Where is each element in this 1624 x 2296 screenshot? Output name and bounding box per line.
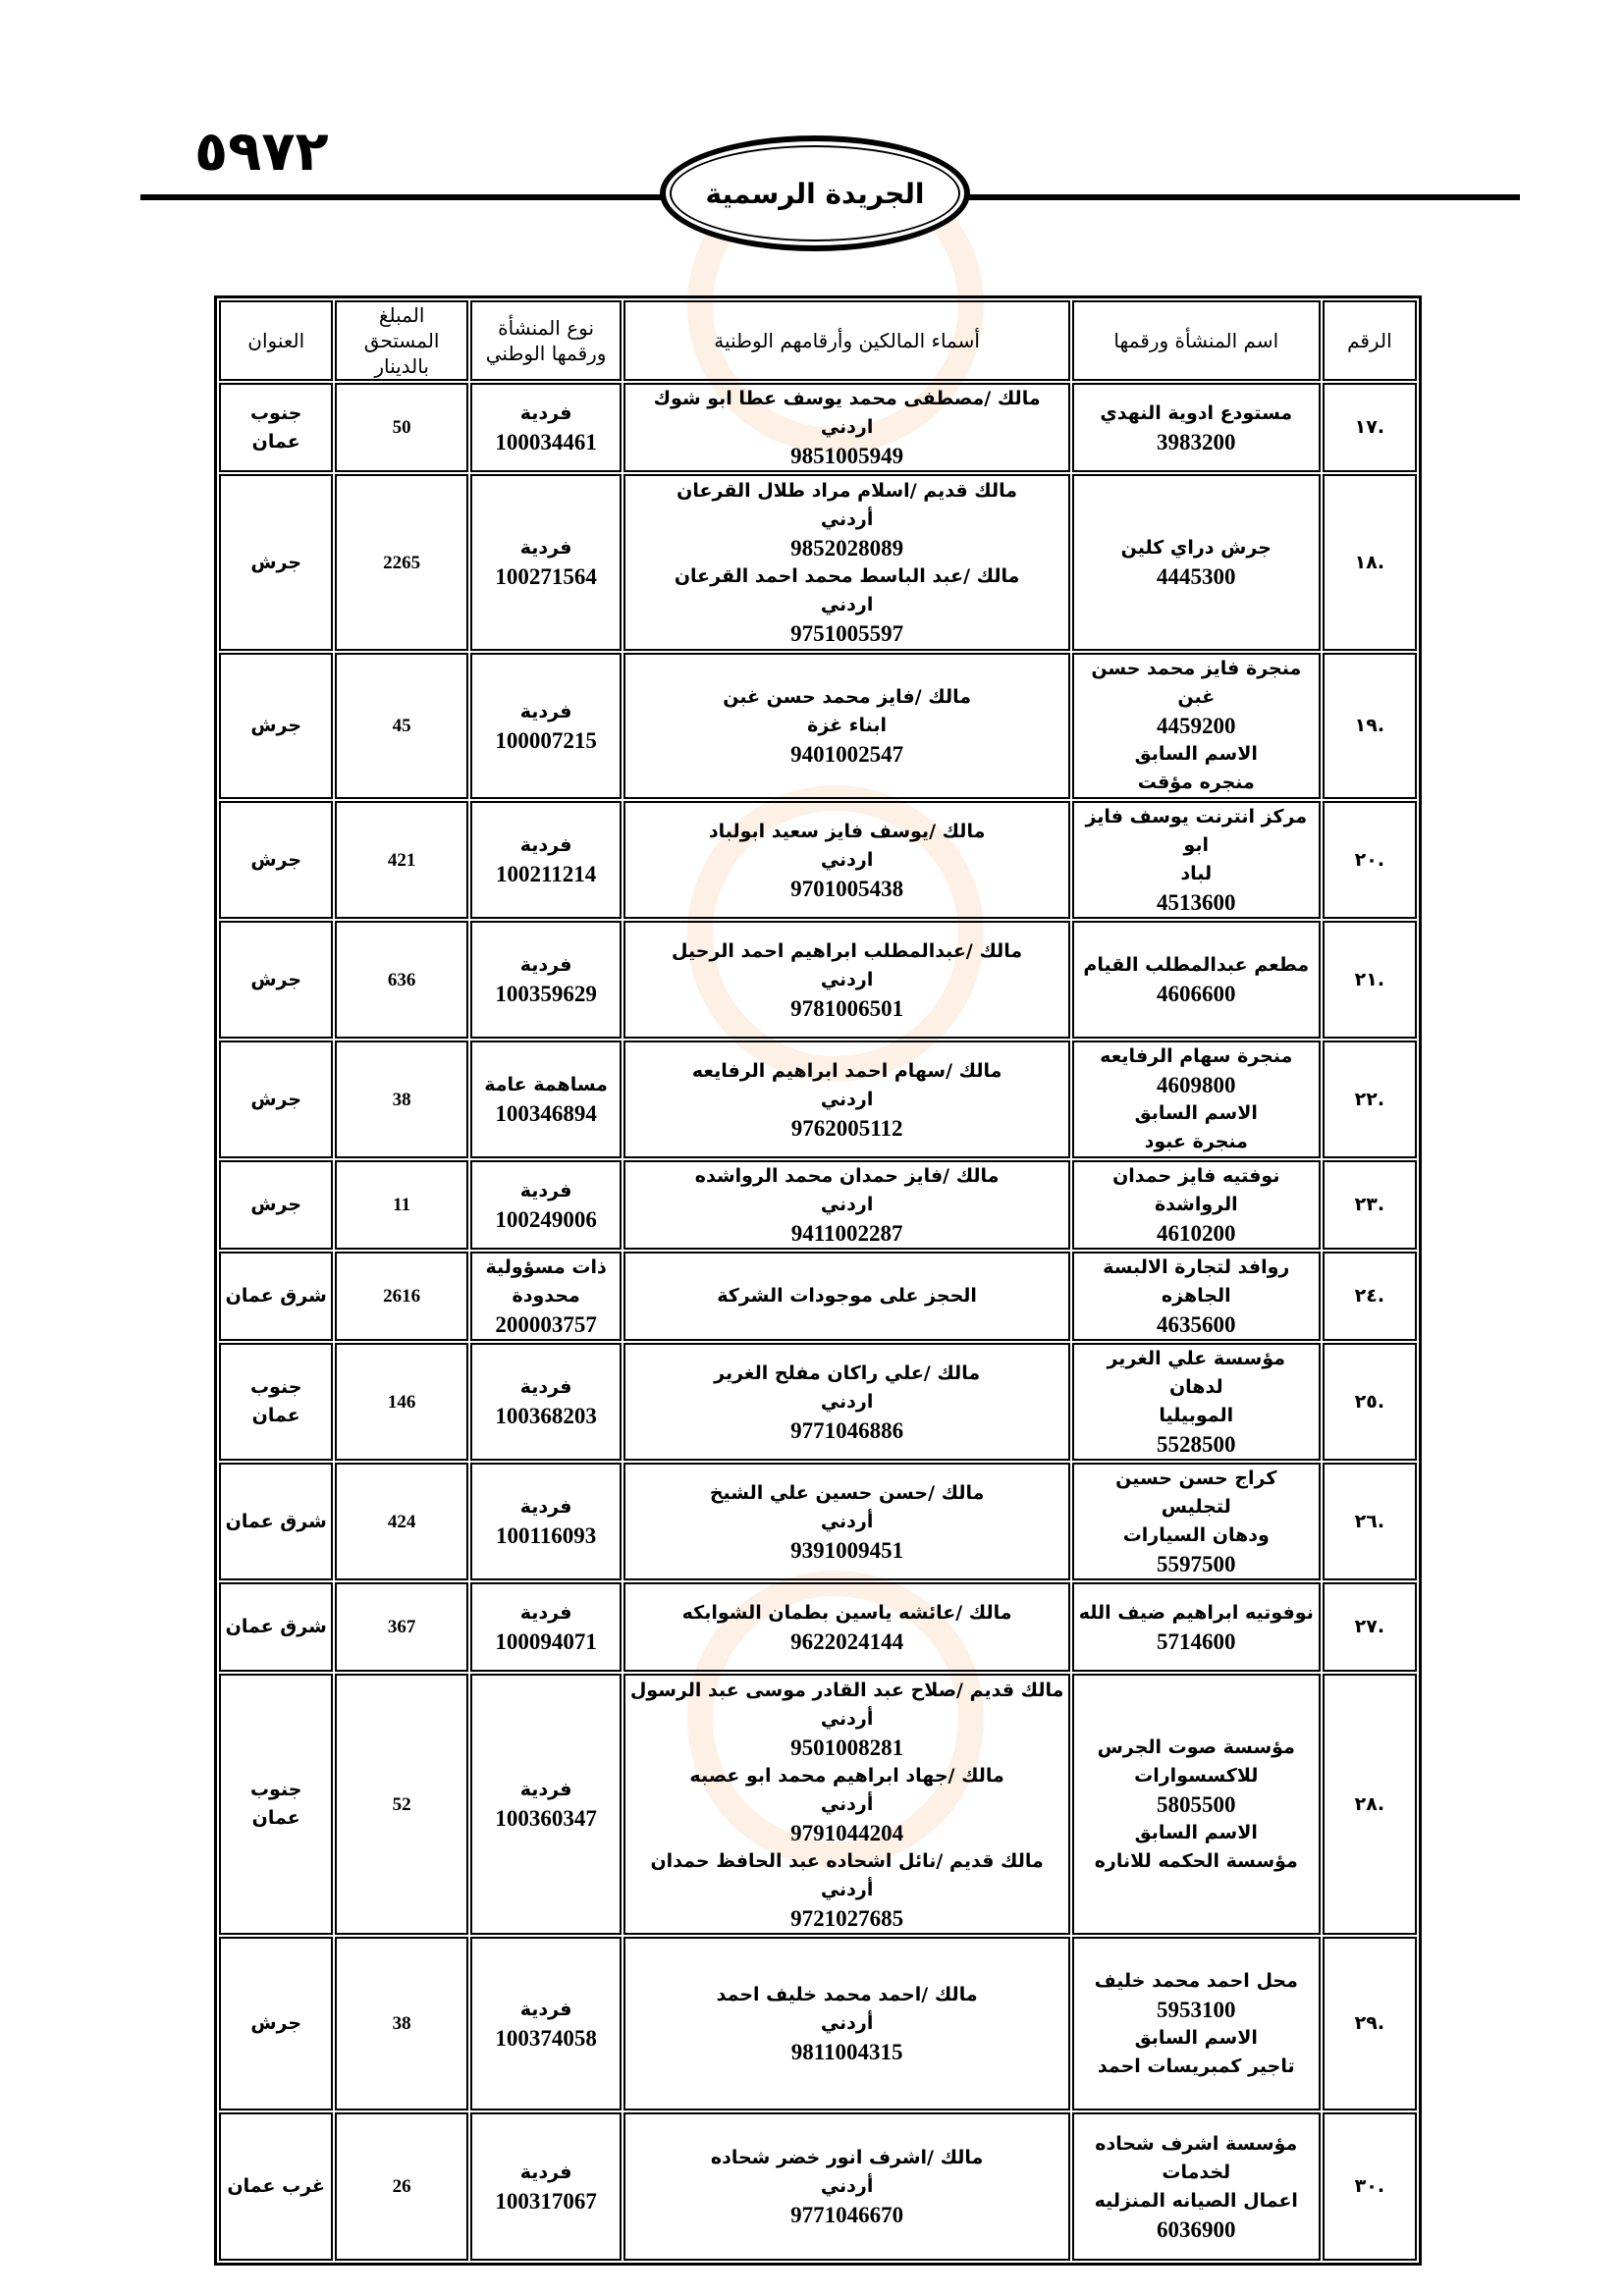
owner-line: أردني (820, 2175, 874, 2197)
establishment-line: 4459200 (1157, 714, 1236, 738)
type-line: 100368203 (495, 1404, 597, 1428)
owners-cell (623, 1252, 1070, 1341)
table-row (219, 1674, 1417, 1935)
table-row (219, 921, 1417, 1039)
type-line: 100374058 (495, 2025, 597, 2051)
establishment-line: 5953100 (1157, 1997, 1236, 2022)
owner-line: أردني (820, 508, 874, 530)
type-line: 100211214 (495, 862, 597, 886)
type-line: فردية (519, 1601, 572, 1624)
type-line: فردية (519, 2161, 572, 2183)
establishment-line: محل احمد محمد خليف (1094, 1969, 1298, 1992)
amount-cell: 52 (335, 1674, 467, 1935)
owners-cell (623, 383, 1070, 472)
row-number: .١٧ (1323, 383, 1417, 472)
owner-line: اردني (820, 594, 874, 615)
type-line: 100346894 (495, 1101, 597, 1126)
establishment-line: 4445300 (1157, 564, 1236, 589)
owner-line: اردني (820, 1390, 874, 1413)
type-line: ذات مسؤولية (485, 1256, 607, 1278)
establishment-line: مستودع ادوية النهدي (1100, 401, 1293, 424)
type-cell (470, 1160, 623, 1250)
type-line: فردية (519, 1376, 572, 1398)
establishment-line: 4513600 (1157, 890, 1236, 915)
establishment-line: 5597500 (1157, 1552, 1236, 1576)
address-cell: جرش (219, 653, 333, 799)
owner-line: 9771046670 (790, 2203, 904, 2227)
table-row (219, 2112, 1417, 2261)
type-line: 200003757 (495, 1312, 597, 1337)
address-cell: شرق عمان (219, 1252, 333, 1341)
owners-cell (623, 2112, 1070, 2261)
establishment-line: الاسم السابق (1134, 2026, 1258, 2049)
row-number: .١٩ (1323, 653, 1417, 799)
establishment-line: منجرة سهام الرفايعه (1100, 1045, 1293, 1067)
type-line: 100271564 (495, 564, 597, 589)
establishment-line: مؤسسة الحكمه للاناره (1094, 1849, 1298, 1872)
type-line: فردية (519, 834, 572, 856)
type-cell (470, 2112, 623, 2261)
amount-cell: 50 (335, 383, 467, 472)
table-row (219, 1582, 1417, 1672)
owners-cell (623, 1041, 1070, 1158)
owner-line: 9852028089 (790, 536, 904, 561)
row-number: .٢١ (1323, 921, 1417, 1039)
establishment-cell (1072, 383, 1321, 472)
establishment-line: منجرة عبود (1144, 1131, 1248, 1152)
type-line: 100317067 (495, 2188, 597, 2214)
establishment-cell (1072, 1937, 1321, 2110)
type-line: فردية (519, 954, 572, 976)
owner-line: اردني (820, 1088, 874, 1110)
owner-line: مالك /عبدالمطلب ابراهيم احمد الرحيل (672, 939, 1023, 962)
owners-cell (623, 1343, 1070, 1461)
owner-line: اردني (820, 968, 874, 990)
establishment-line: 5714600 (1157, 1629, 1236, 1654)
type-line: فردية (519, 700, 572, 722)
owner-line: أردني (820, 2012, 874, 2034)
establishment-line: مؤسسة صوت الجرس (1097, 1735, 1295, 1758)
owners-cell (623, 921, 1070, 1039)
owner-line: مالك /حسن حسين علي الشيخ (709, 1481, 985, 1504)
owners-cell (623, 1937, 1070, 2110)
establishment-line: نوفتيه فايز حمدان الرواشدة (1112, 1165, 1280, 1215)
establishment-line: منجرة فايز محمد حسن غبن (1091, 658, 1302, 708)
establishment-cell (1072, 1674, 1321, 1935)
address-cell: جرش (219, 1937, 333, 2110)
amount-cell: 2265 (335, 474, 467, 651)
owner-line: أردني (820, 1792, 874, 1815)
establishment-cell (1072, 801, 1321, 919)
amount-cell: 26 (335, 2112, 467, 2261)
owner-line: 9701005438 (790, 876, 904, 901)
establishment-line: نوفوتيه ابراهيم ضيف الله (1078, 1601, 1314, 1624)
type-line: فردية (519, 401, 572, 424)
row-number: .٢٢ (1323, 1041, 1417, 1158)
owner-line: اردني (820, 1194, 874, 1215)
establishment-line: كراج حسن حسين لتجليس (1115, 1468, 1277, 1518)
owner-line: مالك /سهام احمد ابراهيم الرفايعه (691, 1059, 1002, 1082)
type-line: 100094071 (495, 1629, 597, 1654)
table-row (219, 1160, 1417, 1250)
owner-line: ابناء غزة (807, 715, 888, 736)
owner-line: 9401002547 (790, 742, 904, 767)
row-number: .٢٦ (1323, 1463, 1417, 1580)
establishment-cell (1072, 2112, 1321, 2261)
owner-line: 9391009451 (790, 1537, 904, 1563)
owner-line: مالك /اشرف انور خضر شحاده (710, 2147, 984, 2168)
type-line: 100007215 (495, 727, 597, 753)
table-body (219, 383, 1417, 2261)
amount-cell: 636 (335, 921, 467, 1039)
establishment-line: 4609800 (1157, 1073, 1236, 1097)
establishments-table (214, 295, 1422, 2266)
establishment-line: مؤسسة اشرف شحاده لخدمات (1095, 2132, 1298, 2183)
owners-cell (623, 474, 1070, 651)
owner-line: مالك /علي راكان مفلح الغرير (714, 1362, 981, 1384)
address-cell: شرق عمان (219, 1582, 333, 1672)
establishment-line: 4635600 (1157, 1312, 1236, 1337)
type-line: فردية (519, 1998, 572, 2020)
owner-line: أردني (820, 1707, 874, 1730)
owner-line: 9622024144 (790, 1629, 904, 1654)
owners-cell (623, 653, 1070, 799)
type-cell (470, 1041, 623, 1158)
owner-line: 9781006501 (790, 995, 904, 1021)
type-cell (470, 1582, 623, 1672)
row-number: .٢٤ (1323, 1252, 1417, 1341)
owner-line: 9791044204 (790, 1820, 904, 1845)
establishment-line: تاجير كمبريسات احمد (1097, 2055, 1295, 2077)
table-row (219, 1937, 1417, 2110)
establishment-cell (1072, 1463, 1321, 1580)
establishment-line: ودهان السيارات (1122, 1524, 1270, 1546)
establishment-line: جرش دراي كلين (1120, 537, 1272, 559)
establishment-line: 5805500 (1157, 1791, 1236, 1817)
type-cell (470, 1674, 623, 1935)
owner-line: الحجز على موجودات الشركة (717, 1285, 977, 1307)
amount-cell: 424 (335, 1463, 467, 1580)
establishment-line: الموبيليا (1159, 1405, 1234, 1426)
type-cell (470, 1463, 623, 1580)
col-header-amount: المبلغ المستحق بالدينار (335, 300, 467, 381)
amount-cell: 421 (335, 801, 467, 919)
owner-line: مالك /مصطفى محمد يوسف عطا ابو شوك (653, 388, 1041, 409)
row-number: .٢٠ (1323, 801, 1417, 919)
type-cell (470, 1343, 623, 1461)
establishment-cell (1072, 1343, 1321, 1461)
establishment-line: 4606600 (1157, 982, 1236, 1006)
owner-line: 9501008281 (790, 1735, 904, 1760)
type-cell (470, 653, 623, 799)
col-header-address: العنوان (219, 300, 333, 381)
establishment-line: مطعم عبدالمطلب القيام (1083, 954, 1310, 976)
establishment-cell (1072, 1252, 1321, 1341)
type-cell (470, 474, 623, 651)
table-row (219, 653, 1417, 799)
amount-cell: 45 (335, 653, 467, 799)
type-line: 100034461 (495, 429, 597, 454)
table-row (219, 474, 1417, 651)
establishment-cell (1072, 474, 1321, 651)
establishment-line: الاسم السابق (1134, 1102, 1258, 1124)
establishment-line: مؤسسة علي الغرير لدهان (1107, 1348, 1286, 1398)
establishment-line: روافد لتجارة الالبسة الجاهزه (1103, 1256, 1290, 1307)
table-row (219, 801, 1417, 919)
establishment-line: 5528500 (1157, 1432, 1236, 1457)
establishment-line: منجره مؤقت (1137, 772, 1255, 793)
address-cell: جرش (219, 801, 333, 919)
owner-line: مالك قديم /صلاح عبد القادر موسى عبد الرسول (629, 1679, 1064, 1701)
type-line: فردية (519, 1496, 572, 1518)
row-number: .٢٧ (1323, 1582, 1417, 1672)
type-line: 100359629 (495, 982, 597, 1006)
table-header-row (219, 300, 1417, 381)
establishment-cell (1072, 1160, 1321, 1250)
owner-line: مالك /عائشه ياسين بطمان الشوابكه (681, 1601, 1012, 1624)
page-number: ٥٩٧٢ (194, 120, 329, 184)
row-number: .٢٥ (1323, 1343, 1417, 1461)
owner-line: مالك قديم /اسلام مراد طلال القرعان (677, 480, 1018, 502)
col-header-type: نوع المنشأة ورقمها الوطني (470, 300, 623, 381)
amount-cell: 2616 (335, 1252, 467, 1341)
address-cell: جرش (219, 921, 333, 1039)
type-line: محدودة (512, 1285, 580, 1307)
table-row (219, 1252, 1417, 1341)
establishment-cell (1072, 653, 1321, 799)
col-header-owners: أسماء المالكين وأرقامهم الوطنية (623, 300, 1070, 381)
amount-cell: 38 (335, 1041, 467, 1158)
amount-cell: 146 (335, 1343, 467, 1461)
table-row (219, 1041, 1417, 1158)
table-row (219, 1343, 1417, 1461)
establishment-line: للاكسسوارات (1134, 1764, 1259, 1787)
type-cell (470, 1937, 623, 2110)
table-row (219, 383, 1417, 472)
owner-line: 9411002287 (790, 1221, 903, 1246)
gazette-title: الجريدة الرسمية (705, 177, 925, 210)
establishment-line: الاسم السابق (1134, 743, 1258, 765)
owner-line: أردني (820, 1878, 874, 1900)
owner-line: 9721027685 (790, 1905, 904, 1931)
type-cell (470, 383, 623, 472)
owner-line: 9771046886 (790, 1417, 904, 1443)
row-number: .١٨ (1323, 474, 1417, 651)
gazette-title-badge (660, 135, 970, 251)
owner-line: 9751005597 (790, 621, 904, 646)
owner-line: 9851005949 (790, 444, 904, 468)
owner-line: 9762005112 (790, 1115, 903, 1141)
owner-line: مالك /احمد محمد خليف احمد (716, 1984, 978, 2005)
amount-cell: 367 (335, 1582, 467, 1672)
type-line: فردية (519, 1779, 572, 1800)
establishment-line: لباد (1180, 863, 1213, 884)
row-number: .٢٩ (1323, 1937, 1417, 2110)
owner-line: مالك /يوسف فايز سعيد ابولباد (708, 820, 986, 842)
type-line: 100116093 (495, 1523, 597, 1548)
row-number: .٢٣ (1323, 1160, 1417, 1250)
establishment-line: 3983200 (1157, 429, 1236, 454)
establishment-line: مركز انترنت يوسف فايز ابو (1085, 806, 1308, 856)
establishment-line: 6036900 (1157, 2216, 1236, 2242)
address-cell: شرق عمان (219, 1463, 333, 1580)
type-line: فردية (519, 537, 572, 559)
owner-line: 9811004315 (790, 2040, 903, 2064)
establishment-line: 4610200 (1157, 1221, 1236, 1246)
owner-line: مالك /جهاد ابراهيم محمد ابو عصبه (689, 1764, 1004, 1787)
establishment-line: اعمال الصيانه المنزليه (1094, 2189, 1298, 2212)
row-number: .٢٨ (1323, 1674, 1417, 1935)
address-cell: جنوب عمان (219, 1674, 333, 1935)
address-cell: غرب عمان (219, 2112, 333, 2261)
type-cell (470, 921, 623, 1039)
amount-cell: 38 (335, 1937, 467, 2110)
owners-cell (623, 1674, 1070, 1935)
establishment-cell (1072, 1041, 1321, 1158)
col-header-number: الرقم (1323, 300, 1417, 381)
address-cell: جرش (219, 474, 333, 651)
owners-cell (623, 801, 1070, 919)
type-line: مساهمة عامة (484, 1074, 608, 1095)
col-header-establishment: اسم المنشأة ورقمها (1072, 300, 1321, 381)
owners-cell (623, 1463, 1070, 1580)
type-line: 100249006 (495, 1206, 597, 1232)
owner-line: مالك /عبد الباسط محمد احمد القرعان (674, 565, 1020, 587)
owners-cell (623, 1160, 1070, 1250)
address-cell: جنوب عمان (219, 1343, 333, 1461)
owner-line: مالك /فايز حمدان محمد الرواشده (694, 1165, 1000, 1187)
type-line: فردية (519, 1179, 572, 1201)
type-cell (470, 801, 623, 919)
owner-line: اردني (820, 848, 874, 871)
address-cell: جرش (219, 1041, 333, 1158)
owner-line: مالك /فايز محمد حسن غبن (723, 686, 971, 708)
owner-line: مالك قديم /نائل اشحاده عبد الحافظ حمدان (650, 1849, 1044, 1872)
type-line: 100360347 (495, 1806, 597, 1831)
owner-line: أردني (820, 1510, 874, 1532)
establishment-cell (1072, 1582, 1321, 1672)
address-cell: جنوب عمان (219, 383, 333, 472)
address-cell: جرش (219, 1160, 333, 1250)
table-row (219, 1463, 1417, 1580)
establishment-cell (1072, 921, 1321, 1039)
row-number: .٣٠ (1323, 2112, 1417, 2261)
type-cell (470, 1252, 623, 1341)
owner-line: اردني (820, 416, 874, 438)
amount-cell: 11 (335, 1160, 467, 1250)
owners-cell (623, 1582, 1070, 1672)
establishment-line: الاسم السابق (1134, 1821, 1258, 1843)
